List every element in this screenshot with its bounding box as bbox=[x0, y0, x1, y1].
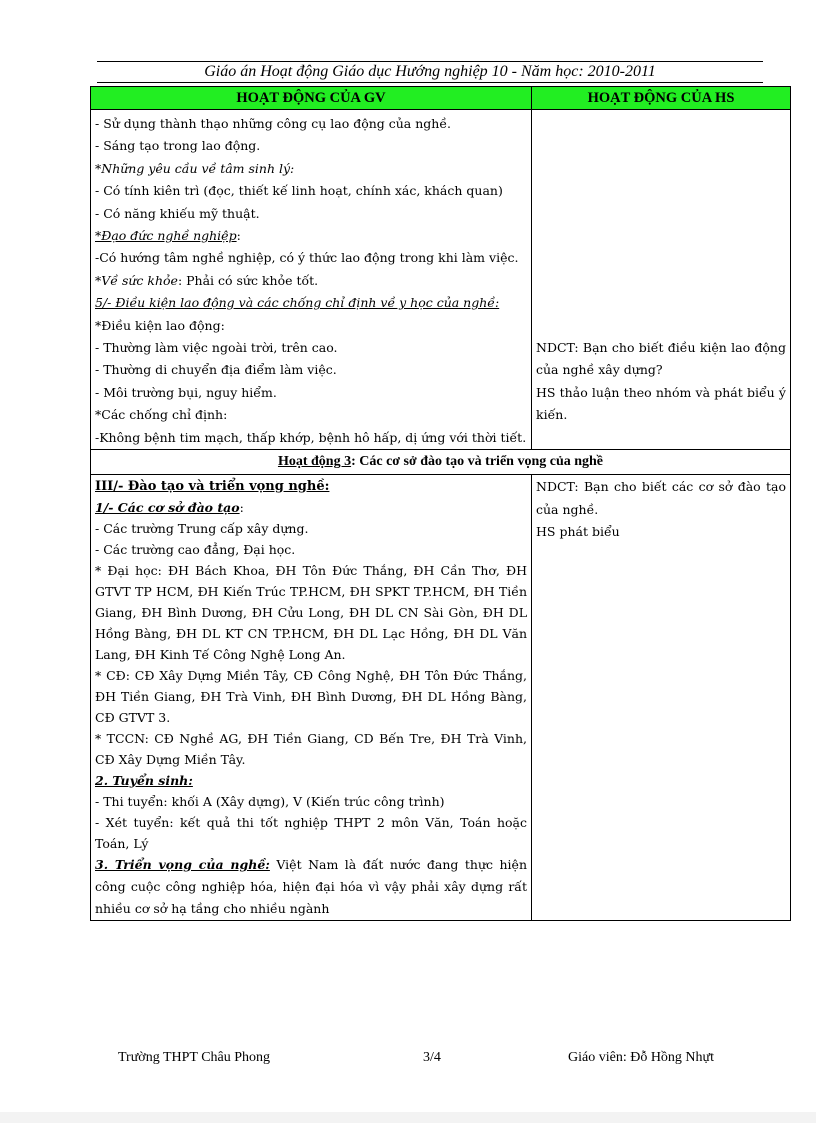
gv-line: - Thường di chuyển địa điểm làm việc. bbox=[95, 362, 337, 378]
subheading: 1/- Các cơ sở đào tạo bbox=[95, 500, 240, 516]
gv-line: - Có năng khiếu mỹ thuật. bbox=[95, 205, 260, 221]
gv-text: : bbox=[236, 228, 241, 244]
gv-text: Việt Nam là đất nước đang thực hiện công cuộc công nghiệp hóa, hiện đại hóa vì vậy phải xây dựng rất nhiều cơ sở hạ tầng cho nhiều ngành bbox=[95, 857, 527, 917]
gv-line: - Sử dụng thành thạo những công cụ lao động của nghề. bbox=[95, 116, 451, 131]
gv-line bbox=[95, 270, 527, 292]
gv-line: - Thi tuyển: khối A (Xây dựng), V (Kiến trúc công trình) bbox=[95, 794, 445, 810]
gv-line: - Thường làm việc ngoài trời, trên cao. bbox=[95, 340, 338, 356]
gv-line: *Điều kiện lao động: bbox=[95, 317, 225, 333]
header-bottom-rule bbox=[97, 82, 763, 83]
gv-line: * Đại học: ĐH Bách Khoa, ĐH Tôn Đức Thắng, ĐH Cần Thơ, ĐH GTVT TP HCM, ĐH Kiến Trúc TP.HCM, ĐH SPKT TP.HCM, ĐH Tiền Giang, ĐH Bình Dương, ĐH Cửu Long, ĐH DL CN Sài Gòn, ĐH DL Hồng Bàng, ĐH DL KT CN TP.HCM, ĐH DL Lạc Hồng, ĐH DL Văn Lang, ĐH Kinh Tế Công Nghệ Long An. bbox=[95, 563, 527, 663]
col-header-gv: HOẠT ĐỘNG CỦA GV bbox=[91, 87, 532, 110]
activity-label: Hoạt động 3 bbox=[277, 454, 352, 470]
gv-line bbox=[95, 854, 527, 920]
gv-line: - Sáng tạo trong lao động. bbox=[95, 138, 261, 154]
hs-line: NDCT: Bạn cho biết điều kiện lao động của nghề xây dựng? bbox=[536, 340, 786, 378]
hs-cell-2 bbox=[532, 475, 791, 921]
gv-text: : bbox=[239, 500, 244, 516]
gv-line: * CĐ: CĐ Xây Dựng Miền Tây, CĐ Công Nghệ, ĐH Tôn Đức Thắng, ĐH Tiền Giang, ĐH Trà Vinh, ĐH Bình Dương, ĐH DL Hồng Bàng, CĐ GTVT 3. bbox=[95, 668, 527, 726]
gv-line: - Có tính kiên trì (đọc, thiết kế linh hoạt, chính xác, khách quan) bbox=[95, 183, 503, 199]
subheading: *Đạo đức nghề nghiệp bbox=[95, 228, 237, 244]
page-bottom-edge bbox=[0, 1112, 816, 1123]
activity-title: : Các cơ sở đào tạo và triển vọng của nghề bbox=[351, 454, 604, 470]
gv-line: *Những yêu cầu về tâm sinh lý: bbox=[95, 160, 295, 176]
col-header-hs: HOẠT ĐỘNG CỦA HS bbox=[532, 87, 791, 110]
table-header-row bbox=[91, 87, 791, 110]
table-row bbox=[91, 475, 791, 921]
gv-line: -Có hướng tâm nghề nghiệp, có ý thức lao động trong khi làm việc. bbox=[95, 250, 519, 266]
subheading: 3. Triển vọng của nghề: bbox=[95, 857, 270, 873]
gv-line: -Không bệnh tim mạch, thấp khớp, bệnh hô hấp, dị ứng với thời tiết. bbox=[95, 429, 527, 445]
section-row bbox=[91, 450, 791, 475]
gv-cell-2 bbox=[91, 475, 532, 921]
activity-3-heading bbox=[91, 450, 791, 475]
gv-line bbox=[95, 225, 527, 247]
subheading: *Về sức khỏe bbox=[95, 272, 178, 288]
gv-line: - Các trường Trung cấp xây dựng. bbox=[95, 521, 309, 537]
gv-line: - Xét tuyển: kết quả thi tốt nghiệp THPT 2 môn Văn, Toán hoặc Toán, Lý bbox=[95, 815, 527, 852]
subheading: 2. Tuyển sinh: bbox=[95, 773, 193, 789]
gv-text: : Phải có sức khỏe tốt. bbox=[177, 272, 319, 288]
lesson-table bbox=[90, 86, 791, 921]
table-row bbox=[91, 110, 791, 450]
gv-line: - Môi trường bụi, nguy hiểm. bbox=[95, 384, 277, 400]
gv-line: - Các trường cao đẳng, Đại học. bbox=[95, 542, 296, 558]
gv-line: * TCCN: CĐ Nghề AG, ĐH Tiền Giang, CD Bến Tre, ĐH Trà Vinh, CĐ Xây Dựng Miền Tây. bbox=[95, 731, 527, 768]
hs-line: HS phát biểu bbox=[536, 523, 620, 539]
section-heading: 5/- Điều kiện lao động và các chống chỉ định về y học của nghề: bbox=[95, 295, 500, 311]
gv-line: *Các chống chỉ định: bbox=[95, 407, 228, 423]
footer-teacher: Giáo viên: Đỗ Hồng Nhựt bbox=[568, 1050, 715, 1065]
hs-cell-1 bbox=[532, 110, 791, 450]
footer-school: Trường THPT Châu Phong bbox=[118, 1050, 271, 1065]
footer-page-number: 3/4 bbox=[423, 1050, 441, 1065]
hs-line: HS thảo luận theo nhóm và phát biểu ý kiến. bbox=[536, 384, 786, 423]
page-header-title: Giáo án Hoạt động Giáo dục Hướng nghiệp 10 - Năm học: 2010-2011 bbox=[204, 63, 656, 80]
gv-cell-1 bbox=[91, 110, 532, 450]
section-heading: III/- Đào tạo và triển vọng nghề: bbox=[95, 479, 330, 495]
hs-line: NDCT: Bạn cho biết các cơ sở đào tạo của nghề. bbox=[536, 479, 786, 517]
gv-line bbox=[95, 497, 527, 518]
